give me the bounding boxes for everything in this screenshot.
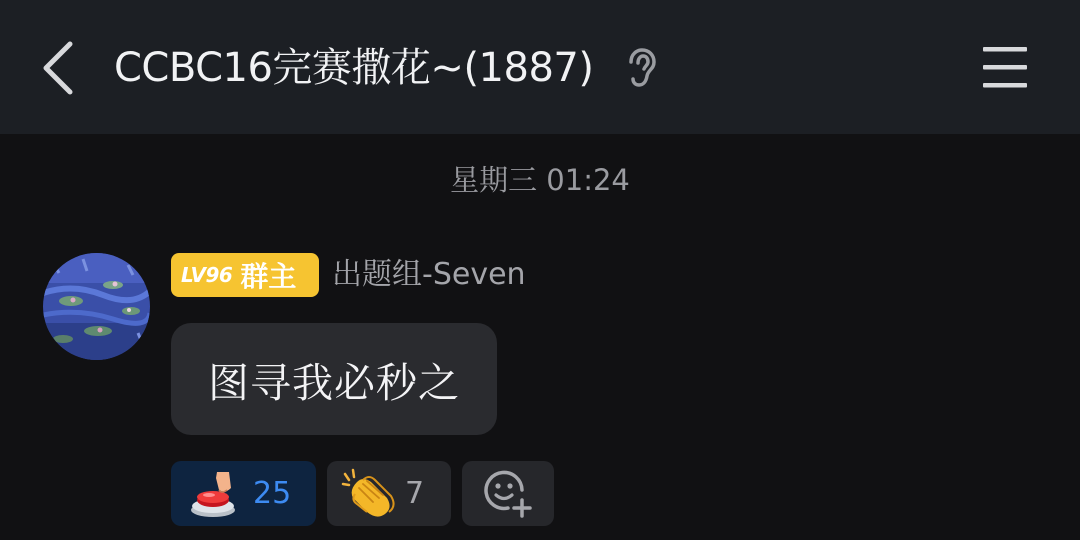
back-button[interactable]: [36, 38, 86, 98]
reaction-count: 7: [405, 476, 425, 511]
clapping-hands-emoji: [341, 468, 397, 520]
reaction-clapping-hands[interactable]: [327, 461, 451, 526]
add-reaction-icon: [482, 468, 534, 520]
ear-icon[interactable]: [624, 48, 658, 88]
hamburger-menu-icon: [980, 44, 1030, 90]
message-timestamp: 星期三 01:24: [450, 163, 630, 197]
message-text: 图寻我必秒之: [208, 358, 460, 407]
reaction-button-press[interactable]: [171, 461, 316, 526]
menu-button[interactable]: [980, 44, 1030, 90]
role-label: 群主: [240, 260, 297, 293]
level-label: LV96: [181, 263, 233, 287]
level-badge: [171, 253, 319, 297]
top-bar: [0, 0, 1080, 134]
chat-title: CCBC16完赛撒花~(1887): [114, 45, 594, 91]
sender-avatar[interactable]: [43, 253, 150, 360]
add-reaction-button[interactable]: [462, 461, 554, 526]
chevron-left-icon: [36, 38, 86, 98]
message-bubble[interactable]: [171, 323, 497, 435]
red-button-press-emoji: [189, 468, 241, 520]
sender-name[interactable]: 出题组-Seven: [332, 257, 526, 292]
reaction-count: 25: [253, 476, 292, 511]
water-lilies-avatar: [43, 253, 150, 360]
